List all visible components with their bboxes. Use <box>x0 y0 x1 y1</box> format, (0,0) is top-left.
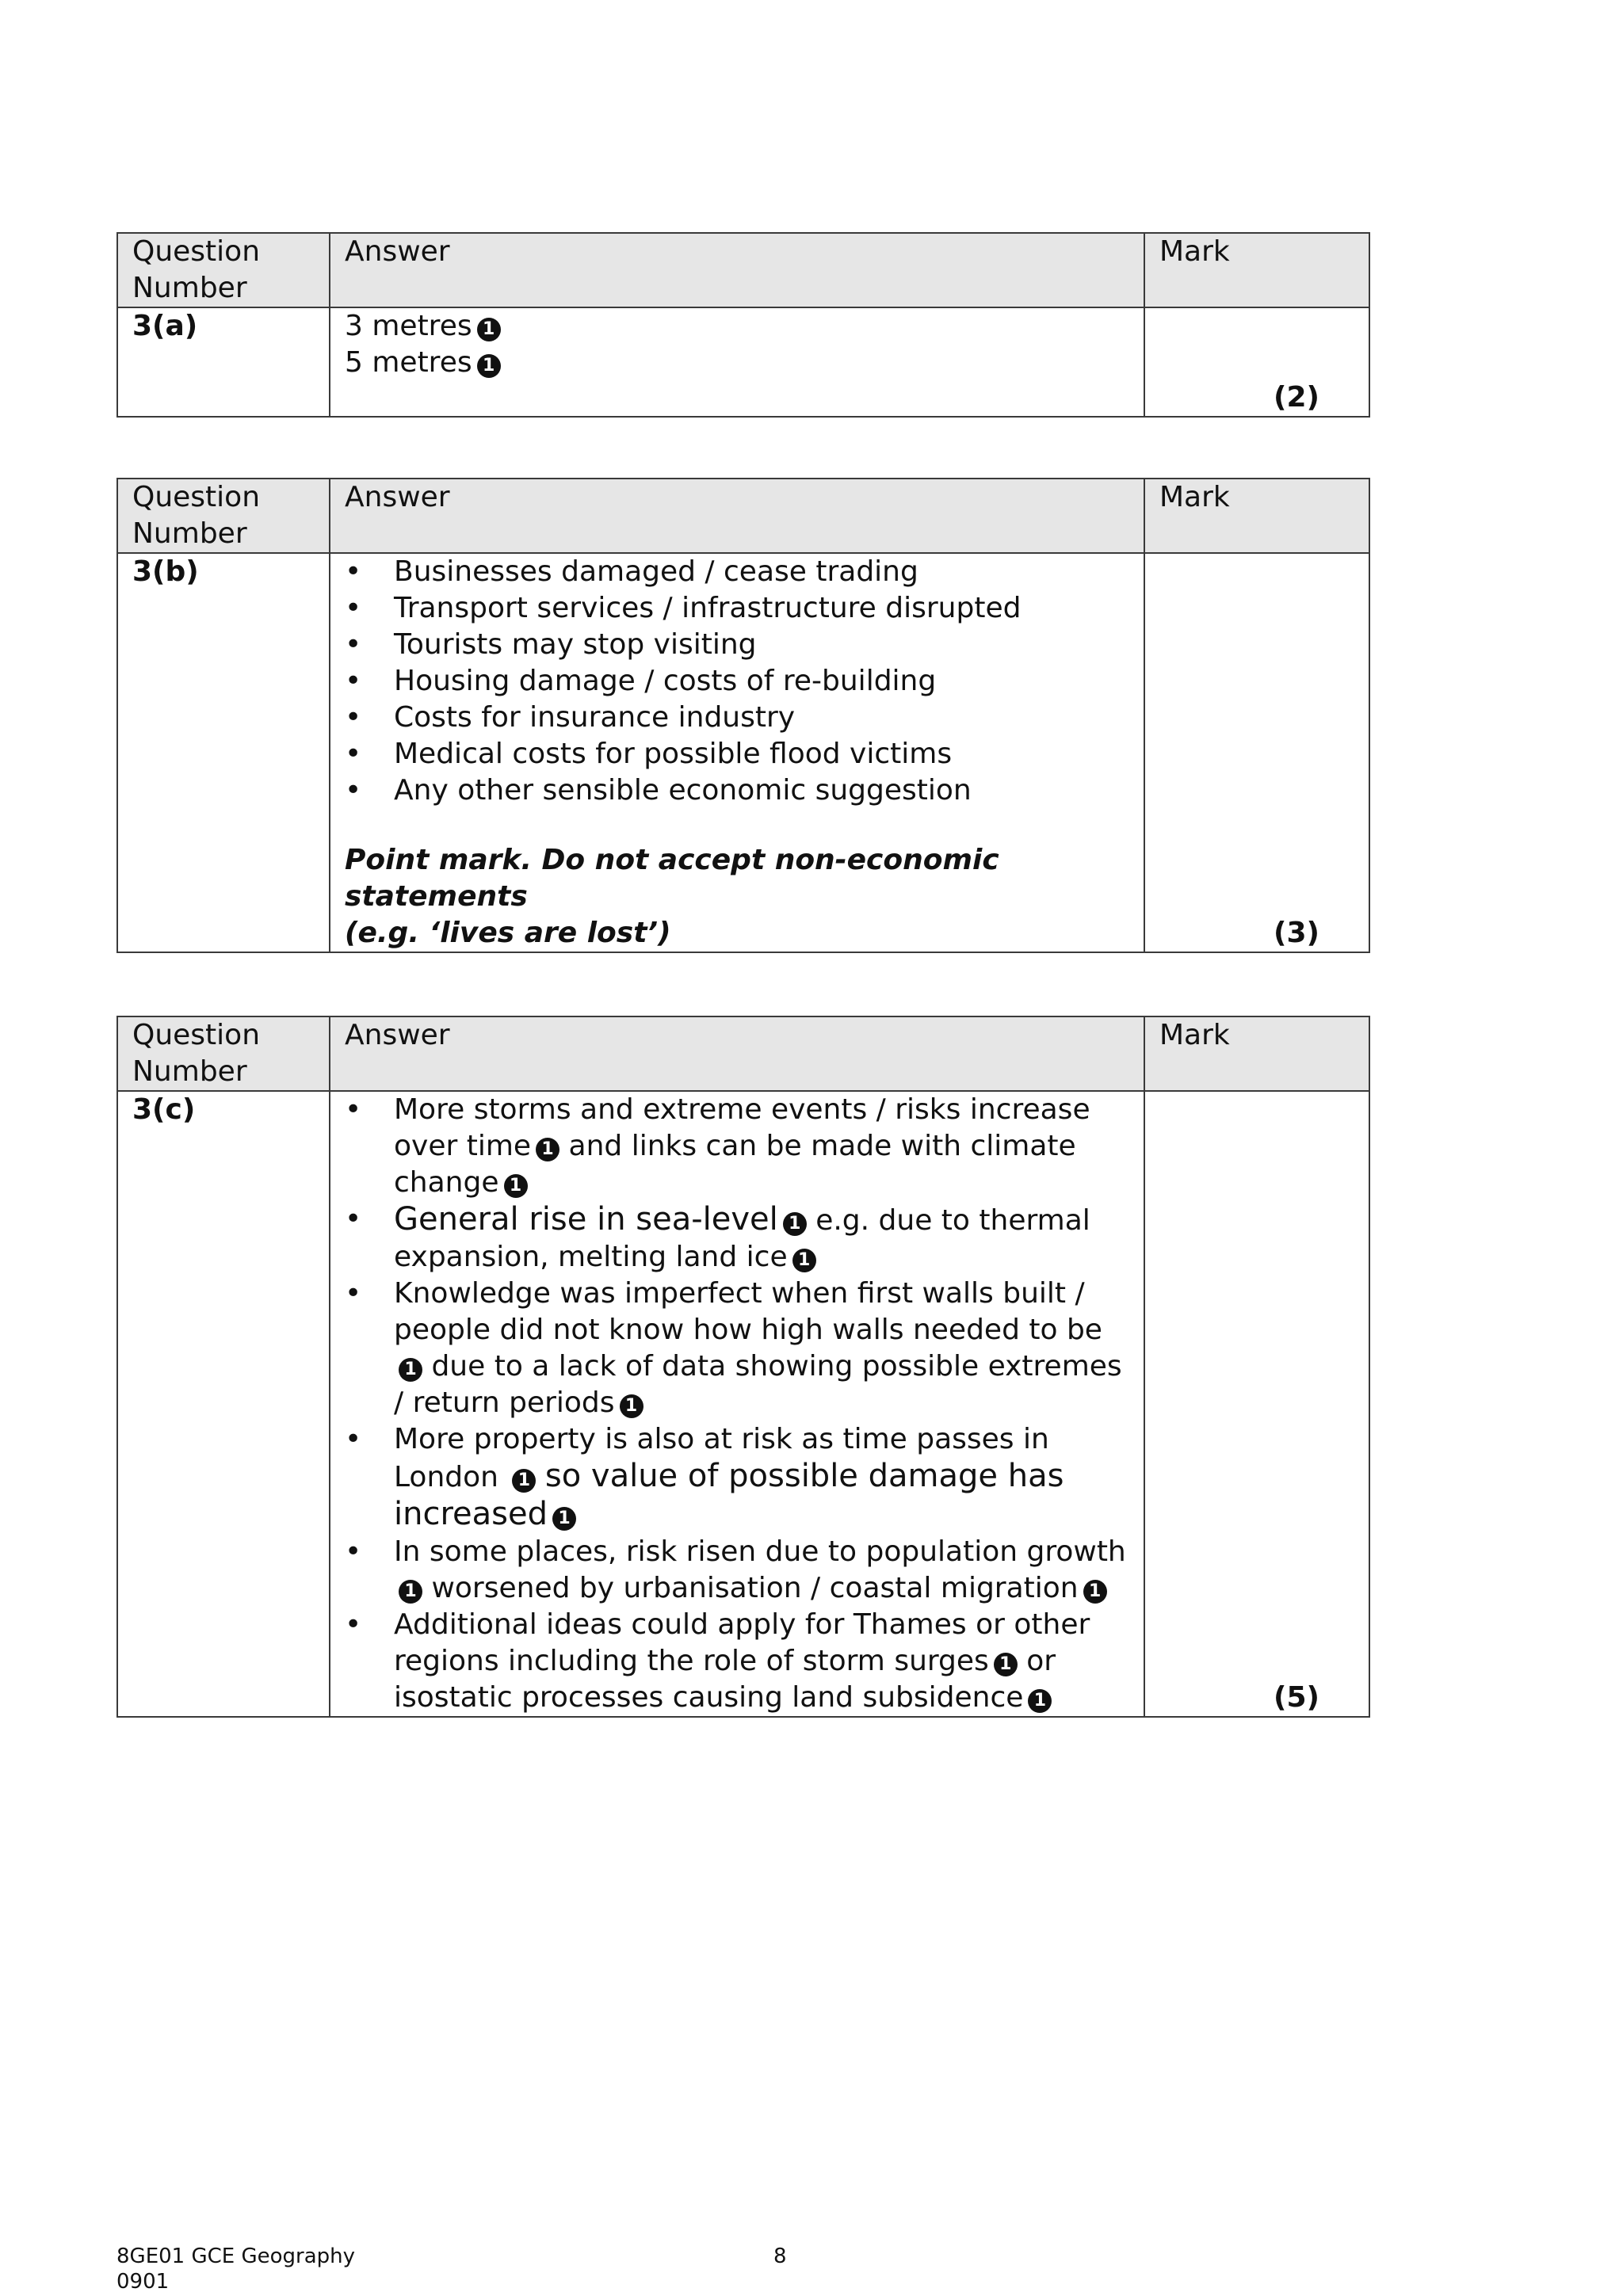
point-marker-icon: 1 <box>477 318 501 341</box>
mark-cell <box>1144 1091 1369 1717</box>
mark-header: Mark <box>1144 233 1369 307</box>
point-marker-icon: 1 <box>477 354 501 378</box>
table-header-row <box>117 233 1369 307</box>
answer-line: 5 metres 1 <box>345 345 1129 381</box>
point-marker-icon: 1 <box>1083 1580 1107 1604</box>
table-row <box>117 553 1369 952</box>
list-item: • Transport services / infrastructure disrupted <box>345 590 1129 627</box>
answer-cell <box>330 1091 1144 1717</box>
list-item: • Costs for insurance industry <box>345 700 1129 736</box>
answer-bullet-list <box>345 554 1129 809</box>
list-item: • In some places, risk risen due to population growth1 worsened by urbanisation / coastal migration 1 <box>345 1534 1129 1607</box>
table-row <box>117 1091 1369 1717</box>
table-row <box>117 307 1369 417</box>
point-marker-icon: 1 <box>552 1507 576 1531</box>
page-number: 8 <box>773 2245 787 2268</box>
answer-cell <box>330 553 1144 952</box>
mark-scheme-table-3c <box>116 1016 1370 1718</box>
list-item: • Additional ideas could apply for Thames or other regions including the role of storm surges 1 or isostatic processes causing land subsidence 1 <box>345 1607 1129 1716</box>
question-number: 3(a) <box>132 310 198 342</box>
answer-cell-header: Answer <box>330 1016 1144 1091</box>
list-item: • Any other sensible economic suggestion <box>345 772 1129 809</box>
list-item: • Tourists may stop visiting <box>345 627 1129 663</box>
answer-cell <box>330 307 1144 417</box>
answer-header: Answer <box>330 479 1144 553</box>
point-marker-icon: 1 <box>783 1212 807 1236</box>
list-item: • Medical costs for possible flood victims <box>345 736 1129 772</box>
question-number-header: Question Number <box>117 479 330 553</box>
point-marker-icon: 1 <box>994 1653 1018 1676</box>
point-marker-icon: 1 <box>504 1174 528 1198</box>
question-number-cell <box>117 1091 330 1717</box>
point-marker-icon: 1 <box>620 1394 643 1418</box>
point-marker-icon: 1 <box>792 1249 816 1272</box>
list-item: • Knowledge was imperfect when first walls built / people did not know how high walls needed to be1 due to a lack of data showing possible extremes / return periods 1 <box>345 1276 1129 1421</box>
marking-note: Point mark. Do not accept non-economic statements (e.g. ‘lives are lost’) <box>345 844 999 949</box>
footer-document-code: 8GE01 GCE Geography 0901 <box>116 2245 356 2294</box>
point-marker-icon: 1 <box>1028 1689 1052 1713</box>
list-item: • Housing damage / costs of re-building <box>345 663 1129 700</box>
mark-value: (2) <box>1274 381 1319 414</box>
mark-cell <box>1144 553 1369 952</box>
table-header-row <box>117 479 1369 553</box>
list-item: • Businesses damaged / cease trading <box>345 554 1129 590</box>
mark-header: Mark <box>1144 1016 1369 1091</box>
list-item: • More storms and extreme events / risks increase over time 1 and links can be made with climate change 1 <box>345 1092 1129 1201</box>
list-item: • General rise in sea-level 1 e.g. due to thermal expansion, melting land ice 1 <box>345 1201 1129 1276</box>
question-number-header: Question Number <box>117 233 330 307</box>
point-marker-icon: 1 <box>399 1358 422 1382</box>
mark-scheme-table-3a <box>116 232 1370 418</box>
mark-cell <box>1144 307 1369 417</box>
table-header-row <box>117 1016 1369 1091</box>
question-number-cell <box>117 307 330 417</box>
point-marker-icon: 1 <box>399 1580 422 1604</box>
mark-value: (5) <box>1274 1681 1319 1714</box>
list-item: • More property is also at risk as time passes in London 1 so value of possible damage has increased 1 <box>345 1421 1129 1534</box>
answer-line: 3 metres 1 <box>345 308 1129 345</box>
point-marker-icon: 1 <box>536 1138 559 1161</box>
point-marker-icon: 1 <box>512 1469 536 1493</box>
mark-scheme-table-3b <box>116 478 1370 953</box>
question-number-cell <box>117 553 330 952</box>
answer-header: Answer <box>330 233 1144 307</box>
question-number: 3(b) <box>132 555 199 588</box>
question-number-header: Question Number <box>117 1016 330 1091</box>
question-number: 3(c) <box>132 1093 196 1126</box>
answer-bullet-list <box>345 1092 1129 1716</box>
mark-header: Mark <box>1144 479 1369 553</box>
mark-value: (3) <box>1274 917 1319 949</box>
